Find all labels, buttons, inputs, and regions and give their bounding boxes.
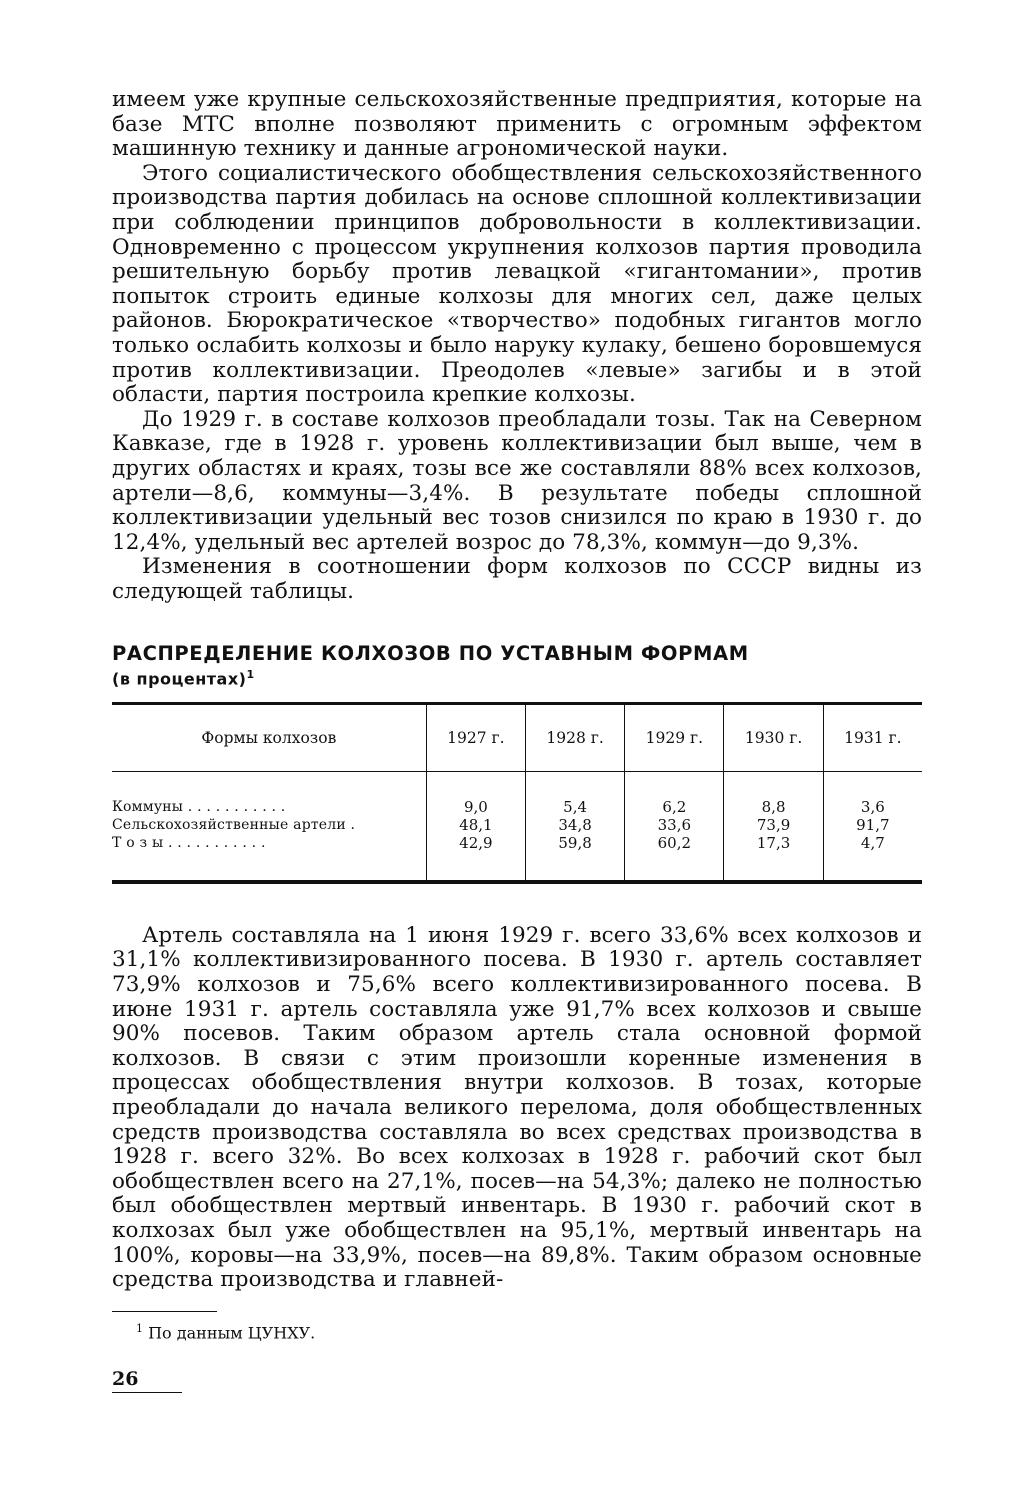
cell-artels-1930: 73,9 bbox=[724, 816, 823, 834]
table-footnote-mark: 1 bbox=[246, 668, 255, 682]
cell-communes-1929: 6,2 bbox=[625, 798, 724, 816]
footnote-mark: 1 bbox=[136, 1321, 143, 1335]
table-subtitle bbox=[112, 665, 922, 689]
footnote-text: По данным ЦУНХУ. bbox=[148, 1323, 316, 1343]
row-label-artels: Сельскохозяйственные артели . bbox=[112, 816, 356, 833]
header-1927: 1927 г. bbox=[426, 703, 525, 771]
table-title: РАСПРЕДЕЛЕНИЕ КОЛХОЗОВ ПО УСТАВНЫМ ФОРМАМ bbox=[112, 642, 749, 666]
paragraph-3: До 1929 г. в составе колхозов преобладали тозы. Так на Северном Кавказе, где в 1928 г. уровень коллективизации был выше, чем в других областях и краях, тозы все же составляли 88% всех колхозов, артели—8,6, коммуны—3,4%. В результате победы сплошной коллективизации удельный вес тозов снизился по краю в 1930 г. до 12,4%, удельный вес артелей возрос до 78,3%, коммун—до 9,3%. bbox=[112, 406, 922, 555]
table-row-artels bbox=[112, 816, 922, 834]
cell-artels-1931: 91,7 bbox=[823, 816, 922, 834]
table-row-tozy bbox=[112, 834, 922, 882]
cell-communes-1930: 8,8 bbox=[724, 798, 823, 816]
cell-tozy-1929: 60,2 bbox=[625, 834, 724, 882]
table-row-communes bbox=[112, 798, 922, 816]
row-label-tozy: Т о з ы . . . . . . . . . . . bbox=[112, 834, 266, 851]
footnote bbox=[136, 1322, 922, 1342]
cell-tozy-1927: 42,9 bbox=[426, 834, 525, 882]
paragraph-2: Этого социалистического обобществления сельскохозяйственного производства партия добилась на основе сплошной коллективизации при соблюдении принципов добровольности в коллективизации. Одновременно с процессом укрупнения колхозов партия проводила решительную борьбу против левацкой «гигантомании», против попыток строить единые колхозы для многих сел, даже целых районов. Бюрократическое «творчество» подобных гигантов могло только ослабить колхозы и было наруку кулаку, бешено боровшемуся против коллективизации. Преодолев «левые» загибы и в этой области, партия построила крепкие колхозы. bbox=[112, 160, 922, 408]
cell-communes-1931: 3,6 bbox=[823, 798, 922, 816]
header-1928: 1928 г. bbox=[525, 703, 624, 771]
header-forms: Формы колхозов bbox=[112, 703, 426, 771]
paragraph-1: имеем уже крупные сельскохозяйственные предприятия, которые на базе МТС вполне позволяют применить с огромным эффектом машинную технику и данные агрономической науки. bbox=[112, 87, 922, 162]
table-subtitle-text: (в процентах) bbox=[112, 669, 247, 689]
collective-farm-forms-table bbox=[112, 702, 922, 884]
book-page bbox=[112, 88, 922, 1393]
cell-communes-1928: 5,4 bbox=[525, 798, 624, 816]
cell-tozy-1928: 59,8 bbox=[525, 834, 624, 882]
footnote-divider bbox=[112, 1311, 217, 1312]
page-number: 26 bbox=[112, 1368, 182, 1393]
table-spacer-row bbox=[112, 771, 922, 798]
paragraph-5: Артель составляла на 1 июня 1929 г. всего 33,6% всех колхозов и 31,1% коллективизированного посева. В 1930 г. артель составляет 73,9% колхозов и 75,6% всего коллективизированного посева. В июне 1931 г. артель составляла уже 91,7% всех колхозов и свыше 90% посевов. Таким образом артель стала основной формой колхозов. В связи с этим произошли коренные изменения в процессах обобществления внутри колхозов. В тозах, которые преобладали до начала великого перелома, доля обобществленных средств производства составляла во всех средствах производства в 1928 г. всего 32%. Во всех колхозах в 1928 г. рабочий скот был обобществлен всего на 27,1%, посев—на 54,3%; далеко не полностью был обобществлен мертвый инвентарь. В 1930 г. рабочий скот в колхозах был уже обобществлен на 95,1%, мертвый инвентарь на 100%, коровы—на 33,9%, посев—на 89,8%. Таким образом основные средства производства и главней- bbox=[112, 922, 922, 1293]
header-1931: 1931 г. bbox=[823, 703, 922, 771]
table-header-row bbox=[112, 703, 922, 771]
body-text-lower bbox=[112, 924, 922, 1293]
paragraph-4: Изменения в соотношении форм колхозов по СССР видны из следующей таблицы. bbox=[112, 554, 922, 604]
cell-artels-1927: 48,1 bbox=[426, 816, 525, 834]
cell-artels-1929: 33,6 bbox=[625, 816, 724, 834]
row-label-communes: Коммуны . . . . . . . . . . . bbox=[112, 798, 286, 815]
header-1930: 1930 г. bbox=[724, 703, 823, 771]
cell-tozy-1931: 4,7 bbox=[823, 834, 922, 882]
cell-communes-1927: 9,0 bbox=[426, 798, 525, 816]
cell-artels-1928: 34,8 bbox=[525, 816, 624, 834]
header-1929: 1929 г. bbox=[625, 703, 724, 771]
cell-tozy-1930: 17,3 bbox=[724, 834, 823, 882]
